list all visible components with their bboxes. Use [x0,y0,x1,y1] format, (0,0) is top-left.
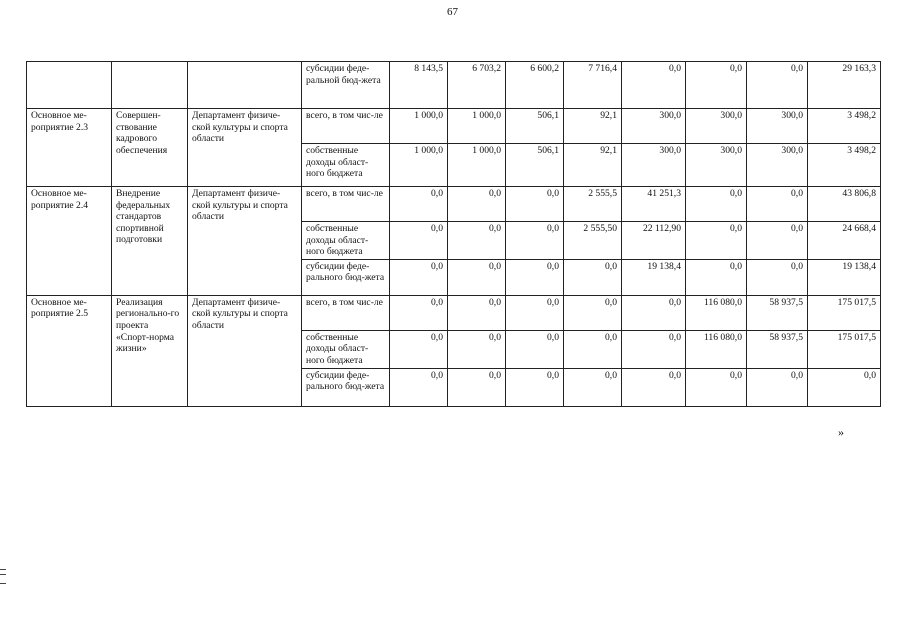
activity-cell: Основное ме-роприятие 2.4 [27,187,112,296]
value-cell: 300,0 [747,144,808,187]
table-row [27,295,881,330]
funding-source-cell: субсидии феде-рального бюд-жета [302,368,390,406]
total-value-cell: 175 017,5 [808,330,881,368]
value-cell: 0,0 [747,62,808,109]
funding-source-cell: всего, в том чис-ле [302,295,390,330]
value-cell: 1 000,0 [390,144,448,187]
value-cell: 22 112,90 [622,222,686,260]
value-cell: 0,0 [448,187,506,222]
table-row [27,109,881,144]
total-value-cell: 24 668,4 [808,222,881,260]
total-value-cell: 0,0 [808,368,881,406]
value-cell: 300,0 [622,109,686,144]
margin-mark [0,583,6,584]
value-cell: 0,0 [506,259,564,295]
value-cell: 2 555,50 [564,222,622,260]
value-cell: 506,1 [506,144,564,187]
title-cell: Совершен-ствование кадрового обеспечения [112,109,188,187]
value-cell: 0,0 [506,295,564,330]
value-cell: 0,0 [564,368,622,406]
total-value-cell: 29 163,3 [808,62,881,109]
activity-cell: Основное ме-роприятие 2.3 [27,109,112,187]
value-cell: 0,0 [686,222,747,260]
value-cell: 300,0 [747,109,808,144]
value-cell: 0,0 [390,368,448,406]
value-cell: 0,0 [564,295,622,330]
margin-mark [0,574,6,575]
value-cell: 0,0 [747,259,808,295]
value-cell: 300,0 [622,144,686,187]
value-cell: 0,0 [506,187,564,222]
value-cell: 7 716,4 [564,62,622,109]
value-cell: 92,1 [564,109,622,144]
page-number: 67 [447,6,458,18]
value-cell: 0,0 [448,368,506,406]
table-row [27,62,881,109]
value-cell: 0,0 [686,368,747,406]
value-cell: 0,0 [506,222,564,260]
value-cell: 0,0 [390,187,448,222]
value-cell: 58 937,5 [747,295,808,330]
value-cell: 92,1 [564,144,622,187]
value-cell: 0,0 [622,62,686,109]
total-value-cell: 175 017,5 [808,295,881,330]
title-cell: Реализация регионально-го проекта «Спорт-норма жизни» [112,295,188,406]
value-cell: 1 000,0 [448,144,506,187]
value-cell: 0,0 [448,295,506,330]
table-row [27,187,881,222]
value-cell: 0,0 [448,259,506,295]
value-cell: 6 703,2 [448,62,506,109]
value-cell: 0,0 [686,62,747,109]
executor-cell: Департамент физиче-ской культуры и спорта области [188,187,302,296]
value-cell: 0,0 [622,368,686,406]
value-cell: 300,0 [686,144,747,187]
total-value-cell: 3 498,2 [808,109,881,144]
total-value-cell: 19 138,4 [808,259,881,295]
value-cell: 2 555,5 [564,187,622,222]
value-cell: 300,0 [686,109,747,144]
value-cell: 0,0 [564,330,622,368]
value-cell: 6 600,2 [506,62,564,109]
margin-mark [0,569,6,570]
activity-cell [27,62,112,109]
value-cell: 506,1 [506,109,564,144]
value-cell: 0,0 [390,259,448,295]
budget-table [26,61,881,407]
budget-table-body [27,62,881,407]
value-cell: 1 000,0 [390,109,448,144]
value-cell: 0,0 [448,330,506,368]
total-value-cell: 3 498,2 [808,144,881,187]
value-cell: 0,0 [747,222,808,260]
value-cell: 1 000,0 [448,109,506,144]
funding-source-cell: собственные доходы област-ного бюджета [302,222,390,260]
value-cell: 41 251,3 [622,187,686,222]
executor-cell [188,62,302,109]
value-cell: 0,0 [686,187,747,222]
closing-quote: » [838,425,844,439]
funding-source-cell: субсидии феде-ральной бюд-жета [302,62,390,109]
value-cell: 0,0 [390,222,448,260]
value-cell: 0,0 [564,259,622,295]
executor-cell: Департамент физиче-ской культуры и спорта области [188,109,302,187]
executor-cell: Департамент физиче-ской культуры и спорта области [188,295,302,406]
value-cell: 0,0 [506,330,564,368]
total-value-cell: 43 806,8 [808,187,881,222]
value-cell: 19 138,4 [622,259,686,295]
value-cell: 58 937,5 [747,330,808,368]
value-cell: 0,0 [747,368,808,406]
funding-source-cell: субсидии феде-рального бюд-жета [302,259,390,295]
activity-cell: Основное ме-роприятие 2.5 [27,295,112,406]
value-cell: 0,0 [686,259,747,295]
funding-source-cell: собственные доходы област-ного бюджета [302,330,390,368]
value-cell: 0,0 [448,222,506,260]
value-cell: 0,0 [390,295,448,330]
value-cell: 0,0 [390,330,448,368]
value-cell: 0,0 [622,330,686,368]
value-cell: 8 143,5 [390,62,448,109]
value-cell: 0,0 [747,187,808,222]
value-cell: 116 080,0 [686,330,747,368]
value-cell: 116 080,0 [686,295,747,330]
funding-source-cell: всего, в том чис-ле [302,187,390,222]
title-cell [112,62,188,109]
value-cell: 0,0 [622,295,686,330]
title-cell: Внедрение федеральных стандартов спортивной подготовки [112,187,188,296]
value-cell: 0,0 [506,368,564,406]
funding-source-cell: собственные доходы област-ного бюджета [302,144,390,187]
funding-source-cell: всего, в том чис-ле [302,109,390,144]
